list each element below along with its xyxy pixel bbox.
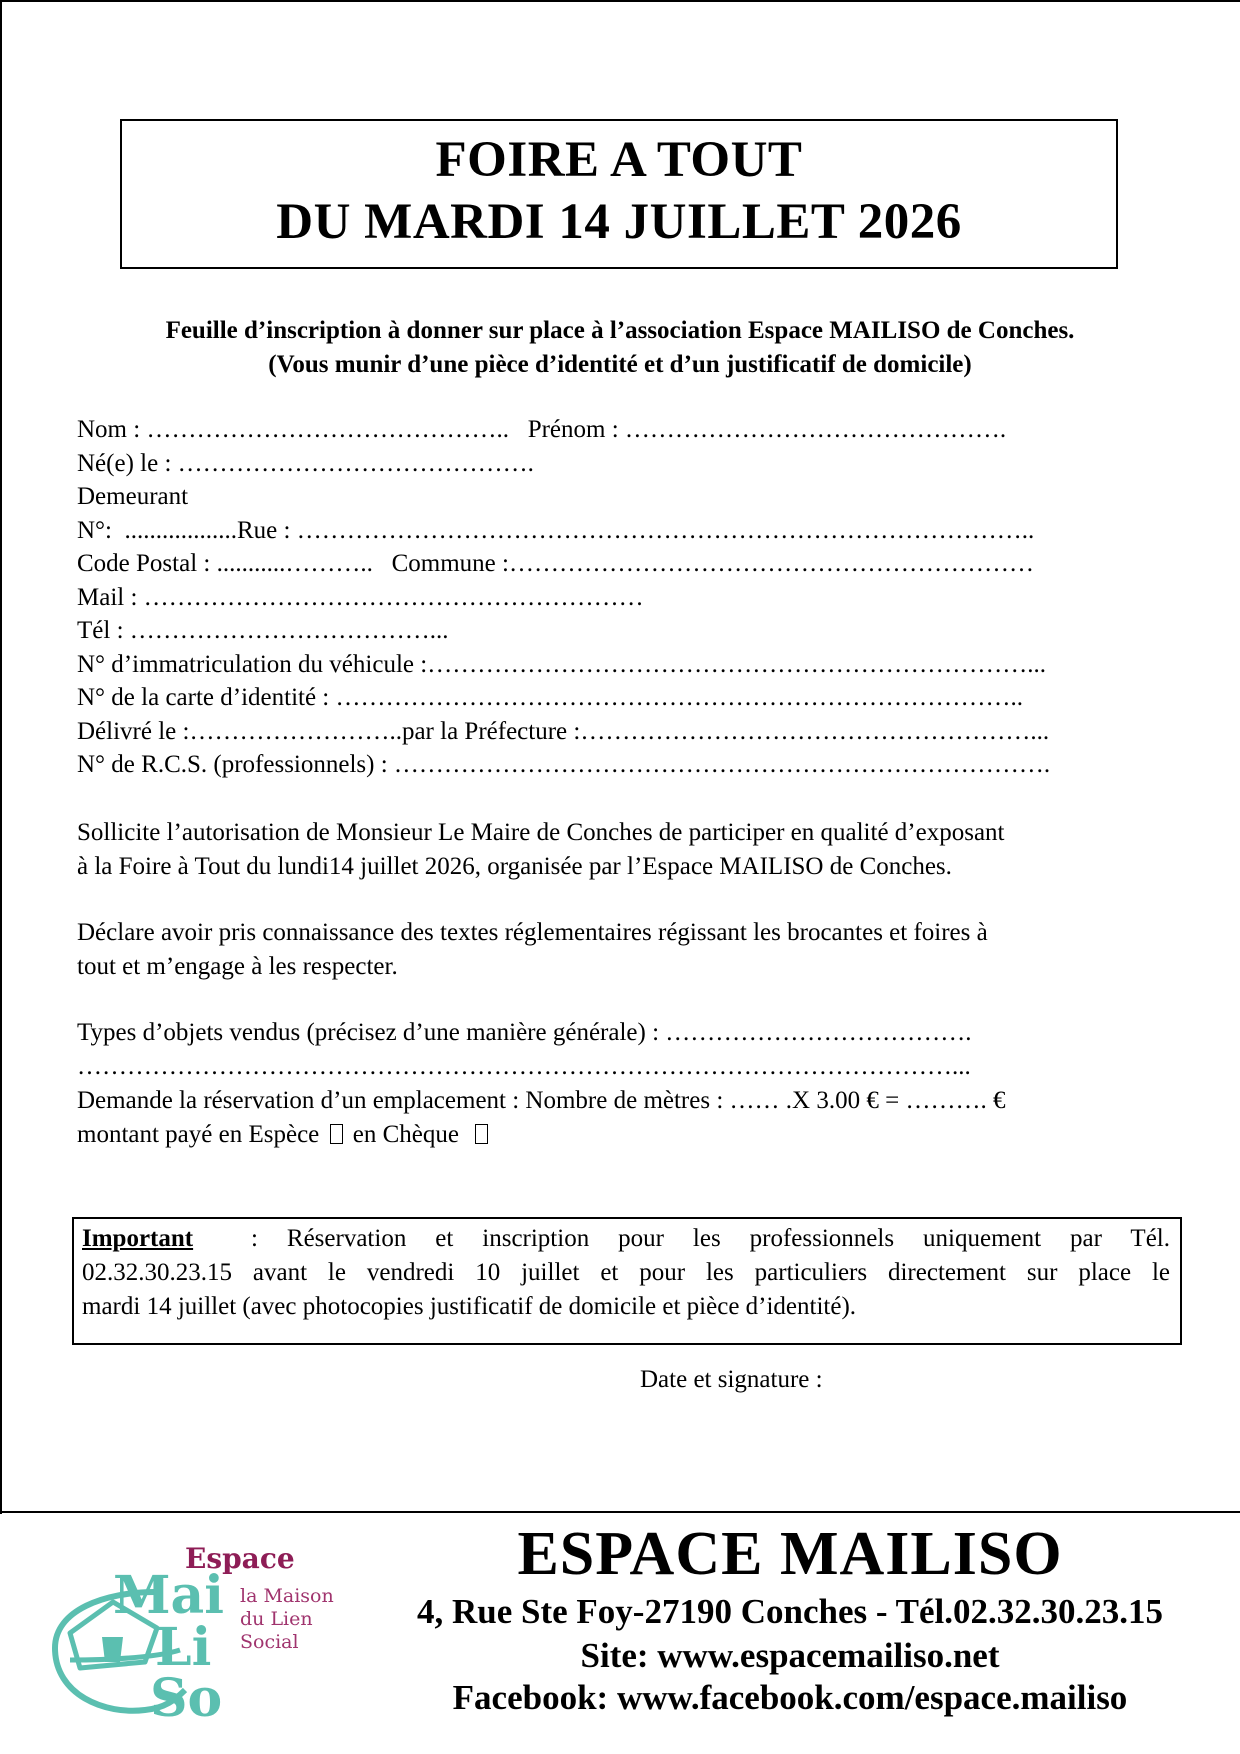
- prenom-label: Prénom :: [527, 416, 619, 443]
- declare-line-2: tout et m’engage à les respecter.: [77, 953, 398, 980]
- rue-label: Rue :: [237, 516, 291, 544]
- form-row-carte-identite: [77, 681, 1177, 715]
- form-row-delivre: [77, 715, 1177, 749]
- sollicite-line-1: Sollicite l’autorisation de Monsieur Le Maire de Conches de participer en qualité d’exposant: [77, 819, 1005, 846]
- logo-tagline-2: du Lien: [240, 1608, 313, 1630]
- nom-field[interactable]: ……………………………………..: [146, 416, 509, 443]
- logo-mai-text: Mai: [113, 1565, 225, 1626]
- logo-espace-text: Espace: [185, 1542, 295, 1575]
- form-row-naissance: [77, 447, 1177, 481]
- reservation-label: Demande la réservation d’un emplacement : Nombre de mètres :: [77, 1087, 724, 1114]
- delivre-field[interactable]: ……………………..: [189, 717, 402, 745]
- declare-paragraph: [77, 916, 1177, 984]
- delivre-label: Délivré le :: [77, 717, 190, 745]
- footer-website[interactable]: Site: www.espacemailiso.net: [580, 1636, 1000, 1675]
- cni-label: N° de la carte d’identité :: [77, 684, 330, 711]
- commune-label: Commune :: [391, 550, 509, 577]
- reservation-section: [77, 1016, 1177, 1152]
- form-row-mail: [77, 581, 1177, 615]
- ne-label: Né(e) le :: [77, 449, 172, 477]
- footer-address: 4, Rue Ste Foy-27190 Conches - Tél.02.32.30.23.15: [417, 1592, 1163, 1631]
- important-line-3: mardi 14 juillet (avec photocopies justificatif de domicile et pièce d’identité).: [82, 1293, 857, 1320]
- page-subtitle-date: DU MARDI 14 JUILLET 2026: [276, 194, 962, 250]
- mail-field[interactable]: ……………………………………………………: [143, 583, 644, 611]
- logo-tagline-1: la Maison: [240, 1585, 334, 1607]
- cp-field[interactable]: ...........………..: [216, 550, 373, 577]
- declare-line-1: Déclare avoir pris connaissance des textes réglementaires régissant les brocantes et foires à: [77, 919, 988, 946]
- form-row-nom: [77, 413, 1177, 447]
- logo-tagline-3: Social: [240, 1631, 299, 1653]
- sollicite-line-2: à la Foire à Tout du lundi14 juillet 2026, organisée par l’Espace MAILISO de Conches.: [77, 853, 952, 880]
- title-box: [120, 119, 1118, 269]
- tel-field[interactable]: ………………………………...: [129, 617, 449, 644]
- demeurant-label: Demeurant: [77, 483, 189, 510]
- page-title: FOIRE A TOUT: [435, 132, 803, 188]
- important-text-1: : Réservation et inscription pour les professionnels uniquement par Tél.: [251, 1225, 1170, 1252]
- form-row-adresse: [77, 514, 1177, 548]
- numero-field[interactable]: ..................: [124, 516, 237, 544]
- types-field[interactable]: ……………………………….: [665, 1019, 972, 1046]
- footer-org-name: ESPACE MAILISO: [517, 1520, 1063, 1588]
- types-row-2: [77, 1050, 1177, 1084]
- price-per-metre: .X 3.00 € =: [785, 1087, 900, 1114]
- rue-field[interactable]: ……………………………………………………………………………..: [296, 516, 1035, 544]
- logo-so-text: So: [150, 1668, 223, 1729]
- intro-line-1: Feuille d’inscription à donner sur place à l’association Espace MAILISO de Conches.: [165, 317, 1075, 344]
- logo-li-text: Li: [155, 1617, 212, 1678]
- metres-field[interactable]: ……: [729, 1087, 780, 1114]
- rcs-field[interactable]: …………………………………………………………………….: [393, 751, 1051, 778]
- tel-label: Tél :: [77, 617, 124, 644]
- cni-field[interactable]: ………………………………………………………………………..: [335, 684, 1023, 711]
- form-row-tel: [77, 614, 1177, 648]
- payment-label: montant payé en Espèce: [77, 1121, 320, 1148]
- form-row-demeurant: [77, 480, 1177, 514]
- prenom-field[interactable]: ……………………………………….: [624, 416, 1007, 443]
- reservation-row: [77, 1084, 1177, 1118]
- types-row: [77, 1016, 1177, 1050]
- rcs-label: N° de R.C.S. (professionnels) :: [77, 751, 388, 778]
- important-notice: [72, 1217, 1182, 1345]
- form-row-immatriculation: [77, 648, 1177, 682]
- mail-label: Mail :: [77, 583, 138, 611]
- prefecture-label: par la Préfecture :: [401, 717, 581, 745]
- types-label: Types d’objets vendus (précisez d’une manière générale) :: [77, 1019, 660, 1046]
- prefecture-field[interactable]: ………………………………………………...: [580, 717, 1050, 745]
- types-field-line-2[interactable]: ……………………………………………………………………………………………...: [77, 1053, 971, 1080]
- date-signature-label: Date et signature :: [640, 1366, 823, 1393]
- numero-label: N°:: [77, 516, 112, 544]
- espace-mailiso-logo: [45, 1530, 365, 1730]
- registration-form: [77, 413, 1177, 782]
- important-label: Important: [82, 1225, 194, 1252]
- commune-field[interactable]: ………………………………………………………: [508, 550, 1034, 577]
- cp-label: Code Postal :: [77, 550, 211, 577]
- intro-line-2: (Vous munir d’une pièce d’identité et d’un justificatif de domicile): [268, 351, 972, 378]
- currency-symbol: €: [992, 1087, 1006, 1114]
- form-row-cp-commune: [77, 547, 1177, 581]
- sollicite-paragraph: [77, 816, 1177, 884]
- cheque-checkbox[interactable]: [475, 1124, 488, 1144]
- cheque-label: en Chèque: [352, 1121, 459, 1148]
- footer-divider: [0, 1511, 1240, 1513]
- immat-field[interactable]: ………………………………………………………………...: [427, 650, 1046, 678]
- nom-label: Nom :: [77, 416, 141, 443]
- important-line-2: 02.32.30.23.15 avant le vendredi 10 juillet et pour les particuliers directement sur place le: [82, 1259, 1170, 1286]
- payment-row: [77, 1118, 1177, 1152]
- form-row-rcs: [77, 748, 1177, 782]
- footer-facebook[interactable]: Facebook: www.facebook.com/espace.mailiso: [452, 1678, 1128, 1717]
- amount-field[interactable]: ……….: [905, 1087, 987, 1114]
- important-line-1: [82, 1222, 1170, 1256]
- immat-label: N° d’immatriculation du véhicule :: [77, 650, 428, 678]
- cash-checkbox[interactable]: [330, 1124, 343, 1144]
- birthdate-field[interactable]: …………………………………….: [177, 449, 534, 477]
